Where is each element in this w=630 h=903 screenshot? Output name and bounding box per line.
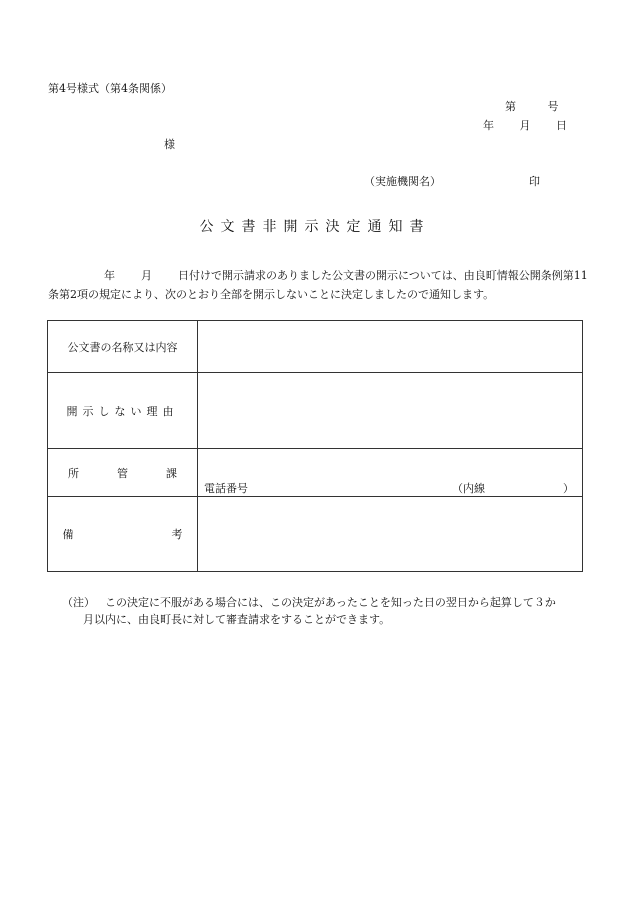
note-prefix: （注） <box>62 596 95 609</box>
table-row <box>48 321 583 373</box>
note-text-1: この決定に不服がある場合には、この決定があったことを知った日の翌日から起算して３か <box>105 596 556 609</box>
body-date-month: 月 <box>141 269 152 282</box>
label-cell <box>48 449 215 497</box>
issue-date-line: 年 月 日 <box>483 119 567 132</box>
extension-label: （内線 <box>452 481 485 495</box>
body-date-year: 年 <box>104 269 115 282</box>
seal-mark: 印 <box>529 175 540 188</box>
document-number-line: 第 号 <box>505 100 559 113</box>
phone-line <box>198 480 582 496</box>
document-title: 公文書非開示決定通知書 <box>199 219 431 235</box>
body-paragraph: 日付けで開示請求のありました公文書の開示については、由良町情報公開条例第11条第2項の規定により、次のとおり全部を開示しないことに決定しましたので通知します。 <box>48 269 588 301</box>
row-label-remarks: 備考 <box>62 528 281 541</box>
table-row <box>48 449 583 497</box>
value-cell <box>198 373 583 449</box>
addressee-suffix: 様 <box>164 138 175 151</box>
issuer-label: （実施機関名） <box>364 175 441 188</box>
table-row <box>48 373 583 449</box>
form-number: 第4号様式（第4条関係） <box>48 82 172 95</box>
label-cell <box>48 373 198 449</box>
phone-label: 電話番号 <box>204 481 248 495</box>
note-line-1 <box>62 596 556 610</box>
row-label-document-name: 公文書の名称又は内容 <box>67 340 178 354</box>
label-cell <box>48 321 198 373</box>
row-label-reason: 開示しない理由 <box>66 404 179 418</box>
extension-close: ） <box>563 481 574 495</box>
value-cell <box>198 321 583 373</box>
info-table <box>47 320 583 572</box>
note-line-2: 月以内に、由良町長に対して審査請求をすることができます。 <box>83 613 391 626</box>
issuer-line <box>364 175 540 189</box>
value-cell <box>198 449 583 497</box>
body-text <box>48 266 593 304</box>
table-row <box>48 497 583 572</box>
extension-group <box>452 480 574 496</box>
row-label-department: 所管課 <box>68 466 215 480</box>
label-cell <box>48 497 281 572</box>
